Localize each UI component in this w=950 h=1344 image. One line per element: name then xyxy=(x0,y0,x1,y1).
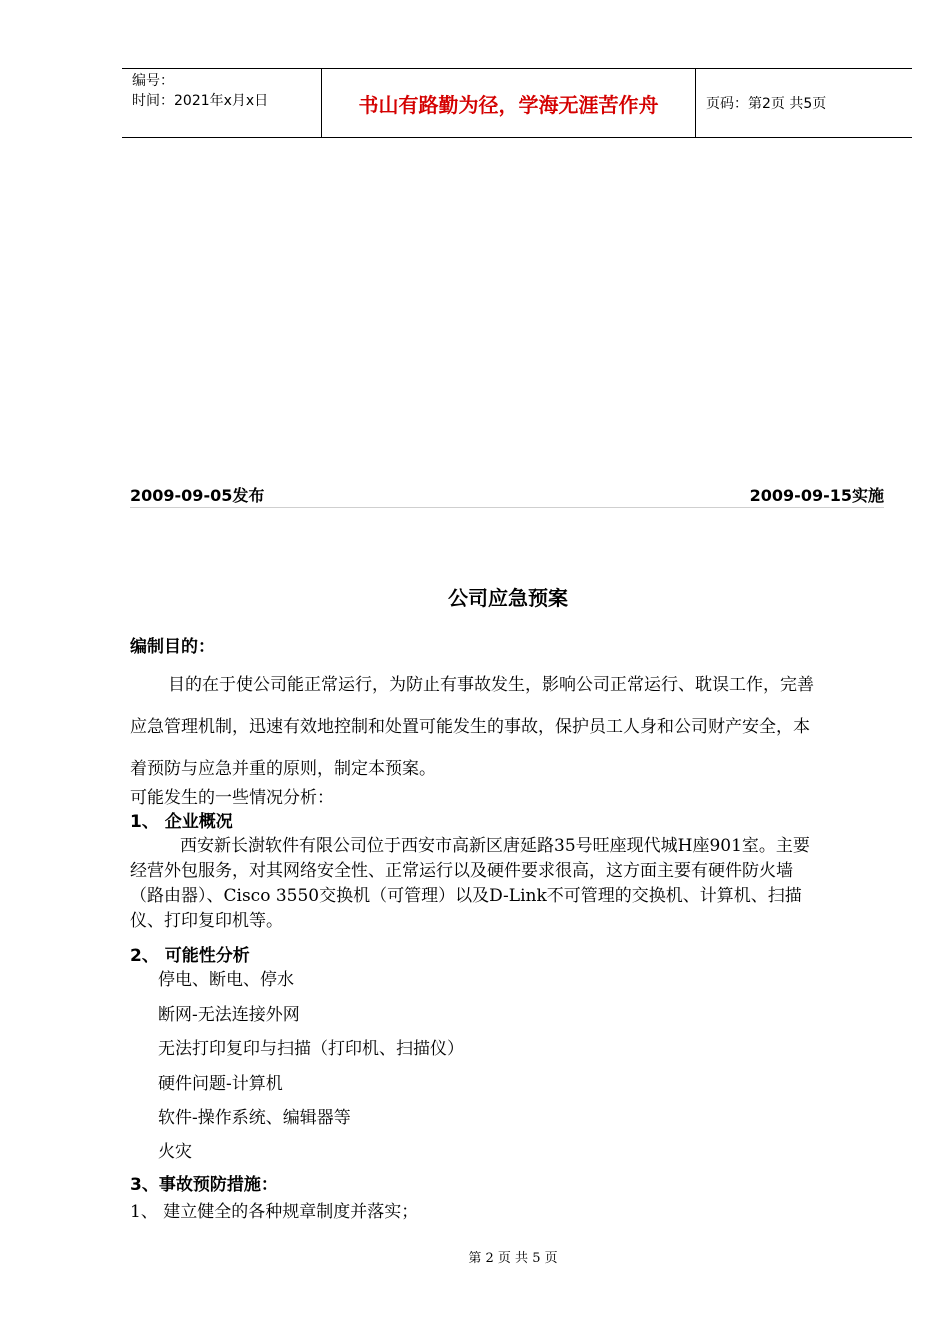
purpose-text-line-3: 着预防与应急并重的原则，制定本预案。 xyxy=(130,759,436,779)
release-dates xyxy=(130,483,884,506)
section-1-line-2: 经营外包服务，对其网络安全性、正常运行以及硬件要求很高，这方面主要有硬件防火墙 xyxy=(130,861,793,881)
dates-divider xyxy=(130,507,884,508)
section-3-item-1: 1、 建立健全的各种规章制度并落实； xyxy=(130,1202,419,1222)
purpose-text-line-1: 目的在于使公司能正常运行，为防止有事故发生，影响公司正常运行、耽误工作，完善 xyxy=(168,675,814,695)
purpose-heading: 编制目的： xyxy=(130,637,215,657)
publish-date: 2009-09-05发布 xyxy=(130,486,265,505)
analysis-intro: 可能发生的一些情况分析： xyxy=(130,788,334,808)
section-1-heading: 1、 企业概况 xyxy=(130,812,233,832)
header-meta-cell xyxy=(122,69,322,137)
list-item: 停电、断电、停水 xyxy=(158,970,294,990)
purpose-text-line-2: 应急管理机制，迅速有效地控制和处置可能发生的事故，保护员工人身和公司财产安全，本 xyxy=(130,717,810,737)
page-header-table xyxy=(122,68,912,138)
document-title: 公司应急预案 xyxy=(448,586,568,610)
section-1-line-3: （路由器）、Cisco 3550交换机（可管理）以及D-Link不可管理的交换机、计算机、扫描 xyxy=(130,886,802,906)
list-item: 火灾 xyxy=(158,1142,192,1162)
page-footer: 第 2 页 共 5 页 xyxy=(468,1251,558,1266)
section-3-heading: 3、事故预防措施： xyxy=(130,1175,278,1195)
list-item: 软件-操作系统、编辑器等 xyxy=(158,1108,351,1128)
header-motto: 书山有路勤为径，学海无涯苦作舟 xyxy=(322,69,696,137)
header-page-info: 页码：第2页 共5页 xyxy=(706,96,827,112)
list-item: 无法打印复印与扫描（打印机、扫描仪） xyxy=(158,1039,464,1059)
section-2-heading: 2、 可能性分析 xyxy=(130,946,250,966)
document-time-label: 时间：2021年x月x日 xyxy=(132,93,269,109)
list-item: 断网-无法连接外网 xyxy=(158,1005,300,1025)
list-item: 硬件问题-计算机 xyxy=(158,1074,283,1094)
section-1-line-4: 仪、打印复印机等。 xyxy=(130,911,283,931)
implement-date: 2009-09-15实施 xyxy=(749,486,884,505)
document-number-label: 编号： xyxy=(132,73,174,89)
section-1-line-1: 西安新长澍软件有限公司位于西安市高新区唐延路35号旺座现代城H座901室。主要 xyxy=(180,836,810,856)
